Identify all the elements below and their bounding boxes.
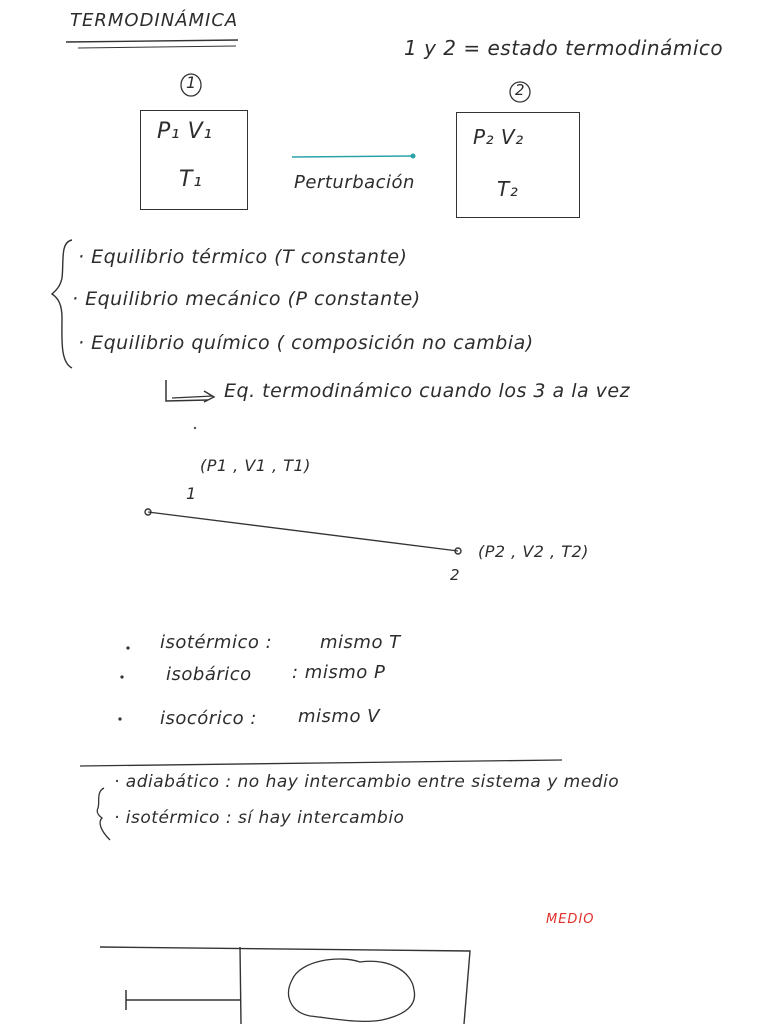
isothermal-exchange-note: · isotérmico : sí hay intercambio <box>114 808 405 828</box>
perturbation-arrow <box>292 156 412 157</box>
isobaric-name: isobárico <box>166 664 252 685</box>
isobaric-desc: : mismo P <box>292 662 386 683</box>
isochoric-desc: mismo V <box>298 706 380 727</box>
state1-pv: P₁ V₁ <box>157 119 213 144</box>
piston <box>126 990 240 1010</box>
container-outline <box>100 947 470 1024</box>
state1-box <box>140 110 248 210</box>
equilibria-brace <box>52 240 72 368</box>
state1-coords: (P1 , V1 , T1) <box>200 456 311 475</box>
page-title: TERMODINÁMICA <box>70 10 239 31</box>
diagram-point1-label: 1 <box>186 484 197 503</box>
diagram-point2-label: 2 <box>450 566 461 584</box>
equilibrium-mechanical: · Equilibrio mecánico (P constante) <box>72 288 421 310</box>
state2-box <box>456 112 580 218</box>
system-blob <box>289 959 415 1021</box>
isochoric-name: isocórico : <box>160 708 257 729</box>
state1-t: T₁ <box>179 167 203 192</box>
separator-line <box>80 760 562 766</box>
equilibrium-thermal: · Equilibrio térmico (T constante) <box>78 246 408 268</box>
perturbation-label: Perturbación <box>294 172 415 193</box>
heat-brace <box>97 788 110 840</box>
process-line <box>148 512 458 551</box>
state-definition-note: 1 y 2 = estado termodinámico <box>404 36 724 60</box>
title-underline <box>66 40 238 42</box>
state1-label: 1 <box>186 73 197 92</box>
medio-label: MEDIO <box>546 912 595 927</box>
adiabatic-note: · adiabático : no hay intercambio entre sistema y medio <box>114 772 620 792</box>
state2-coords: (P2 , V2 , T2) <box>478 542 589 561</box>
state2-pv: P₂ V₂ <box>473 125 524 149</box>
equilibrium-chemical: · Equilibrio químico ( composición no cambia) <box>78 332 534 354</box>
state2-label: 2 <box>515 81 526 99</box>
state2-t: T₂ <box>497 177 519 201</box>
equilibrium-conclusion: Eq. termodinámico cuando los 3 a la vez <box>224 380 631 402</box>
isothermal-name: isotérmico : <box>160 632 273 653</box>
container-divider <box>240 947 241 1024</box>
isothermal-desc: mismo T <box>320 632 401 653</box>
